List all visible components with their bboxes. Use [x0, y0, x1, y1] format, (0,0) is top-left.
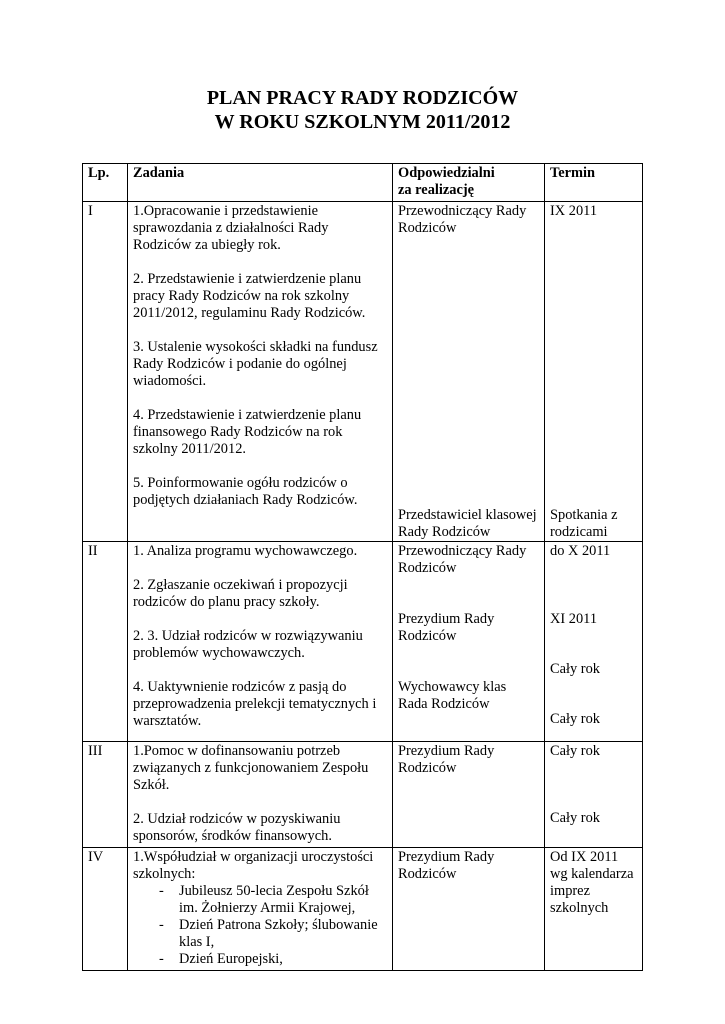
table-row [83, 542, 643, 742]
responsible-item: Prezydium Rady Rodziców [398, 743, 495, 776]
term-item: Od IX 2011 wg kalendarza imprez szkolnych [550, 849, 634, 916]
responsible-item: Prezydium Rady Rodziców [398, 849, 495, 882]
tasks-cell [128, 848, 393, 971]
term-cell [545, 742, 643, 848]
row-number: I [83, 202, 128, 542]
task-item: 4. Uaktywnienie rodziców z pasją do przeprowadzenia prelekcji tematycznych i warsztatów. [133, 679, 377, 729]
task-item: 1.Opracowanie i przedstawienie sprawozdania z działalności Rady Rodziców za ubiegły rok. [133, 203, 329, 253]
list-item: - Dzień Europejski, [133, 951, 387, 968]
term-cell [545, 848, 643, 971]
header-odpowiedzialni-line1: Odpowiedzialni [398, 165, 495, 181]
header-odpowiedzialni [393, 164, 545, 202]
responsible-item: Wychowawcy klas [398, 679, 507, 695]
header-lp: Lp. [83, 164, 128, 202]
header-termin: Termin [545, 164, 643, 202]
task-item: 5. Poinformowanie ogółu rodziców o podjętych działaniach Rady Rodziców. [133, 475, 358, 508]
table-row [83, 202, 643, 542]
row-number: II [83, 542, 128, 742]
term-item: Spotkania z rodzicami [550, 507, 618, 540]
task-item: 3. Ustalenie wysokości składki na fundusz Rady Rodziców i podanie do ogólnej wiadomości. [133, 339, 378, 389]
tasks-cell [128, 742, 393, 848]
list-item: - Dzień Patrona Szkoły; ślubowanie klas I, [133, 917, 387, 951]
event-list [133, 883, 387, 968]
term-cell [545, 202, 643, 542]
term-item: Cały rok [550, 711, 600, 727]
list-item: - Jubileusz 50-lecia Zespołu Szkół im. Żołnierzy Armii Krajowej, [133, 883, 387, 917]
document-title-line2: W ROKU SZKOLNYM 2011/2012 [214, 111, 511, 133]
responsible-cell [393, 848, 545, 971]
term-item: Cały rok [550, 661, 600, 677]
table-row [83, 742, 643, 848]
responsible-item: Prezydium Rady Rodziców [398, 611, 495, 644]
task-item: 2. 3. Udział rodziców w rozwiązywaniu problemów wychowawczych. [133, 628, 363, 661]
row-number: IV [83, 848, 128, 971]
term-item: do X 2011 [550, 543, 611, 559]
responsible-item: Rada Rodziców [398, 696, 490, 712]
term-item: XI 2011 [550, 611, 598, 627]
task-item: 4. Przedstawienie i zatwierdzenie planu finansowego Rady Rodziców na rok szkolny 2011/2012. [133, 407, 362, 457]
task-item: 1.Pomoc w dofinansowaniu potrzeb związanych z funkcjonowaniem Zespołu Szkół. [133, 743, 369, 793]
plan-table [82, 163, 643, 971]
term-cell [545, 542, 643, 742]
table-header-row [83, 164, 643, 202]
document-title-line1: PLAN PRACY RADY RODZICÓW [206, 87, 519, 109]
responsible-item: Przewodniczący Rady Rodziców [398, 543, 527, 576]
header-zadania: Zadania [128, 164, 393, 202]
row-number: III [83, 742, 128, 848]
term-item: Cały rok [550, 810, 600, 826]
tasks-cell [128, 202, 393, 542]
term-item: IX 2011 [550, 203, 598, 219]
task-item: 2. Zgłaszanie oczekiwań i propozycji rodziców do planu pracy szkoły. [133, 577, 348, 610]
task-item: 2. Udział rodziców w pozyskiwaniu sponsorów, środków finansowych. [133, 811, 341, 844]
responsible-cell [393, 542, 545, 742]
responsible-item: Przewodniczący Rady Rodziców [398, 203, 527, 236]
responsible-cell [393, 202, 545, 542]
task-item: 2. Przedstawienie i zatwierdzenie planu pracy Rady Rodziców na rok szkolny 2011/2012, regulaminu Rady Rodziców. [133, 271, 366, 321]
task-item: 1.Współudział w organizacji uroczystości szkolnych: [133, 849, 374, 882]
table-row [83, 848, 643, 971]
task-item: 1. Analiza programu wychowawczego. [133, 543, 358, 559]
responsible-item: Przedstawiciel klasowej Rady Rodziców [398, 507, 537, 540]
header-odpowiedzialni-line2: za realizację [398, 182, 475, 198]
responsible-cell [393, 742, 545, 848]
tasks-cell [128, 542, 393, 742]
term-item: Cały rok [550, 743, 600, 759]
